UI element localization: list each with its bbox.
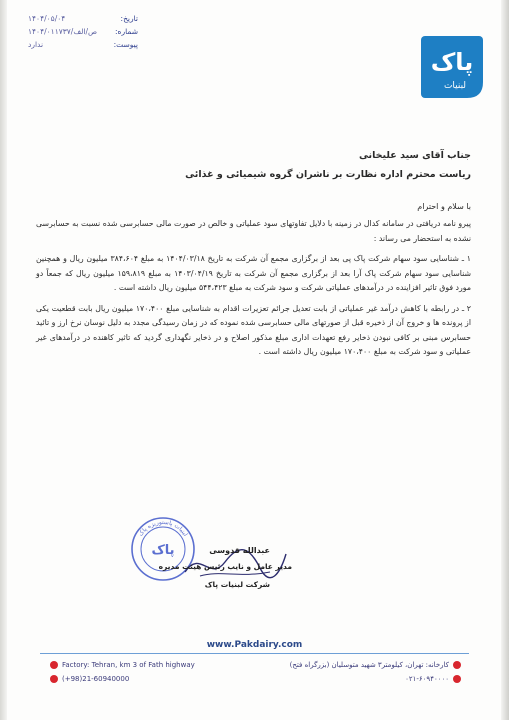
pak-logo	[417, 32, 487, 102]
meta-date-row	[28, 14, 138, 27]
location-pin-icon	[453, 661, 461, 669]
signer-name: عبدالله قدوسی	[209, 546, 270, 555]
website-link[interactable]: www.Pakdairy.com	[206, 640, 303, 650]
meta-attachment-row	[28, 40, 138, 53]
phone-fa: ۰۲۱-۶۰۹۴۰۰۰۰	[405, 675, 449, 683]
logo-text: پاک	[430, 48, 474, 76]
signer-title: مدیر عامل و نایب رئیس هیئت مدیره	[158, 562, 292, 571]
phone-icon	[50, 675, 58, 683]
page-edge-left	[0, 0, 7, 720]
factory-address-fa: کارخانه: تهران، کیلومتر۳ شهید متوسلیان (بزرگراه فتح)	[289, 661, 449, 669]
factory-address-en: Factory: Tehran, km 3 of Fath highway	[62, 661, 195, 669]
footer-contact-en	[46, 658, 195, 686]
attachment-value: ندارد	[28, 40, 44, 49]
svg-text:لبنیات پاستوریزه پاک	[136, 519, 189, 538]
location-pin-icon	[50, 661, 58, 669]
page-edge-right	[501, 0, 509, 720]
phone-en-row	[46, 672, 195, 686]
paragraph-2: ۲ ـ در رابطه با کاهش درآمد غیر عملیاتی از بابت تعدیل جرائم تعزیرات اقدام به شناسایی مبلغ ۱۷۰،۴۰۰ میلیون ریال بابت قطعیت یکی از پرونده ها و خروج آن از ذخیره قبل از صورتهای مالی حسابرسی شده نموده که در زمان رسیدگی مجدد به دلیل نوسان نرخ ارز و تائید حسابرس مبنی بر کافی نبودن ذخایر رفع تعهدات اداری مبلغ مذکور اصلاح و در ذخایر نگهداری گردید که تاثیر کاهنده در درآمدهای غیر عملیاتی و سود شرکت به مبلغ ۱۷۰،۴۰۰ میلیون ریال داشته است .	[36, 303, 471, 356]
factory-address-fa-row	[290, 658, 465, 672]
number-label: شماره:	[115, 27, 138, 36]
factory-address-en-row	[46, 658, 195, 672]
signer-company: شرکت لبنیات پاک	[204, 580, 270, 589]
phone-en: (+98)21-60940000	[62, 675, 130, 683]
date-value: ۱۴۰۴/۰۵/۰۴	[28, 14, 66, 23]
addressee-line1: جناب آقای سید علیخانی	[358, 150, 471, 161]
date-label: تاریخ:	[120, 14, 138, 23]
greeting: با سلام و احترام	[417, 202, 471, 211]
signature-block	[120, 518, 350, 610]
number-value: ۱۴۰۴/۰۱۱۷۳۷/ص/الف	[28, 27, 98, 36]
stamp-text: لبنیات پاستوریزه پاک	[137, 518, 189, 538]
meta-number-row	[28, 27, 138, 40]
addressee-line2: ریاست محترم اداره نظارت بر ناشران گروه شیمیائی و غذائی	[185, 169, 471, 180]
letter-body	[36, 150, 471, 366]
phone-icon	[453, 675, 461, 683]
stamp-logo-text: پاک	[151, 543, 175, 558]
logo-subtext: لبنیات	[443, 81, 467, 91]
footer-divider	[40, 653, 469, 654]
footer-contact-fa	[290, 658, 465, 686]
intro-paragraph: پیرو نامه دریافتی در سامانه کدال در زمینه با دلایل تفاوتهای سود عملیاتی و خالص در صورت مالی حسابرسی شده نسبت به حسابرسی نشده به استحضار می رساند :	[36, 219, 471, 243]
paragraph-1: ۱ ـ شناسایی سود سهام شرکت پاک پی بعد از برگزاری مجمع آن شرکت به تاریخ ۱۴۰۴/۰۳/۱۸ به مبلغ ۳۸۴،۶۰۴ میلیون ریال و همچنین شناسایی سود سهام شرکت پاک آرا بعد از برگزاری مجمع آن شرکت به تاریخ ۱۴۰۳/۰۴/۱۹ به مبلغ ۱۵۹،۸۱۹ میلیون ریال که جمعاً دو مورد فوق تاثیر افزاینده در درآمدهای عملیاتی شرکت و سود شرکت به مبلغ ۵۴۴،۴۲۳ میلیون ریال داشته است .	[36, 254, 471, 292]
phone-fa-row	[290, 672, 465, 686]
attachment-label: پیوست:	[113, 40, 138, 49]
letter-meta	[28, 14, 138, 53]
